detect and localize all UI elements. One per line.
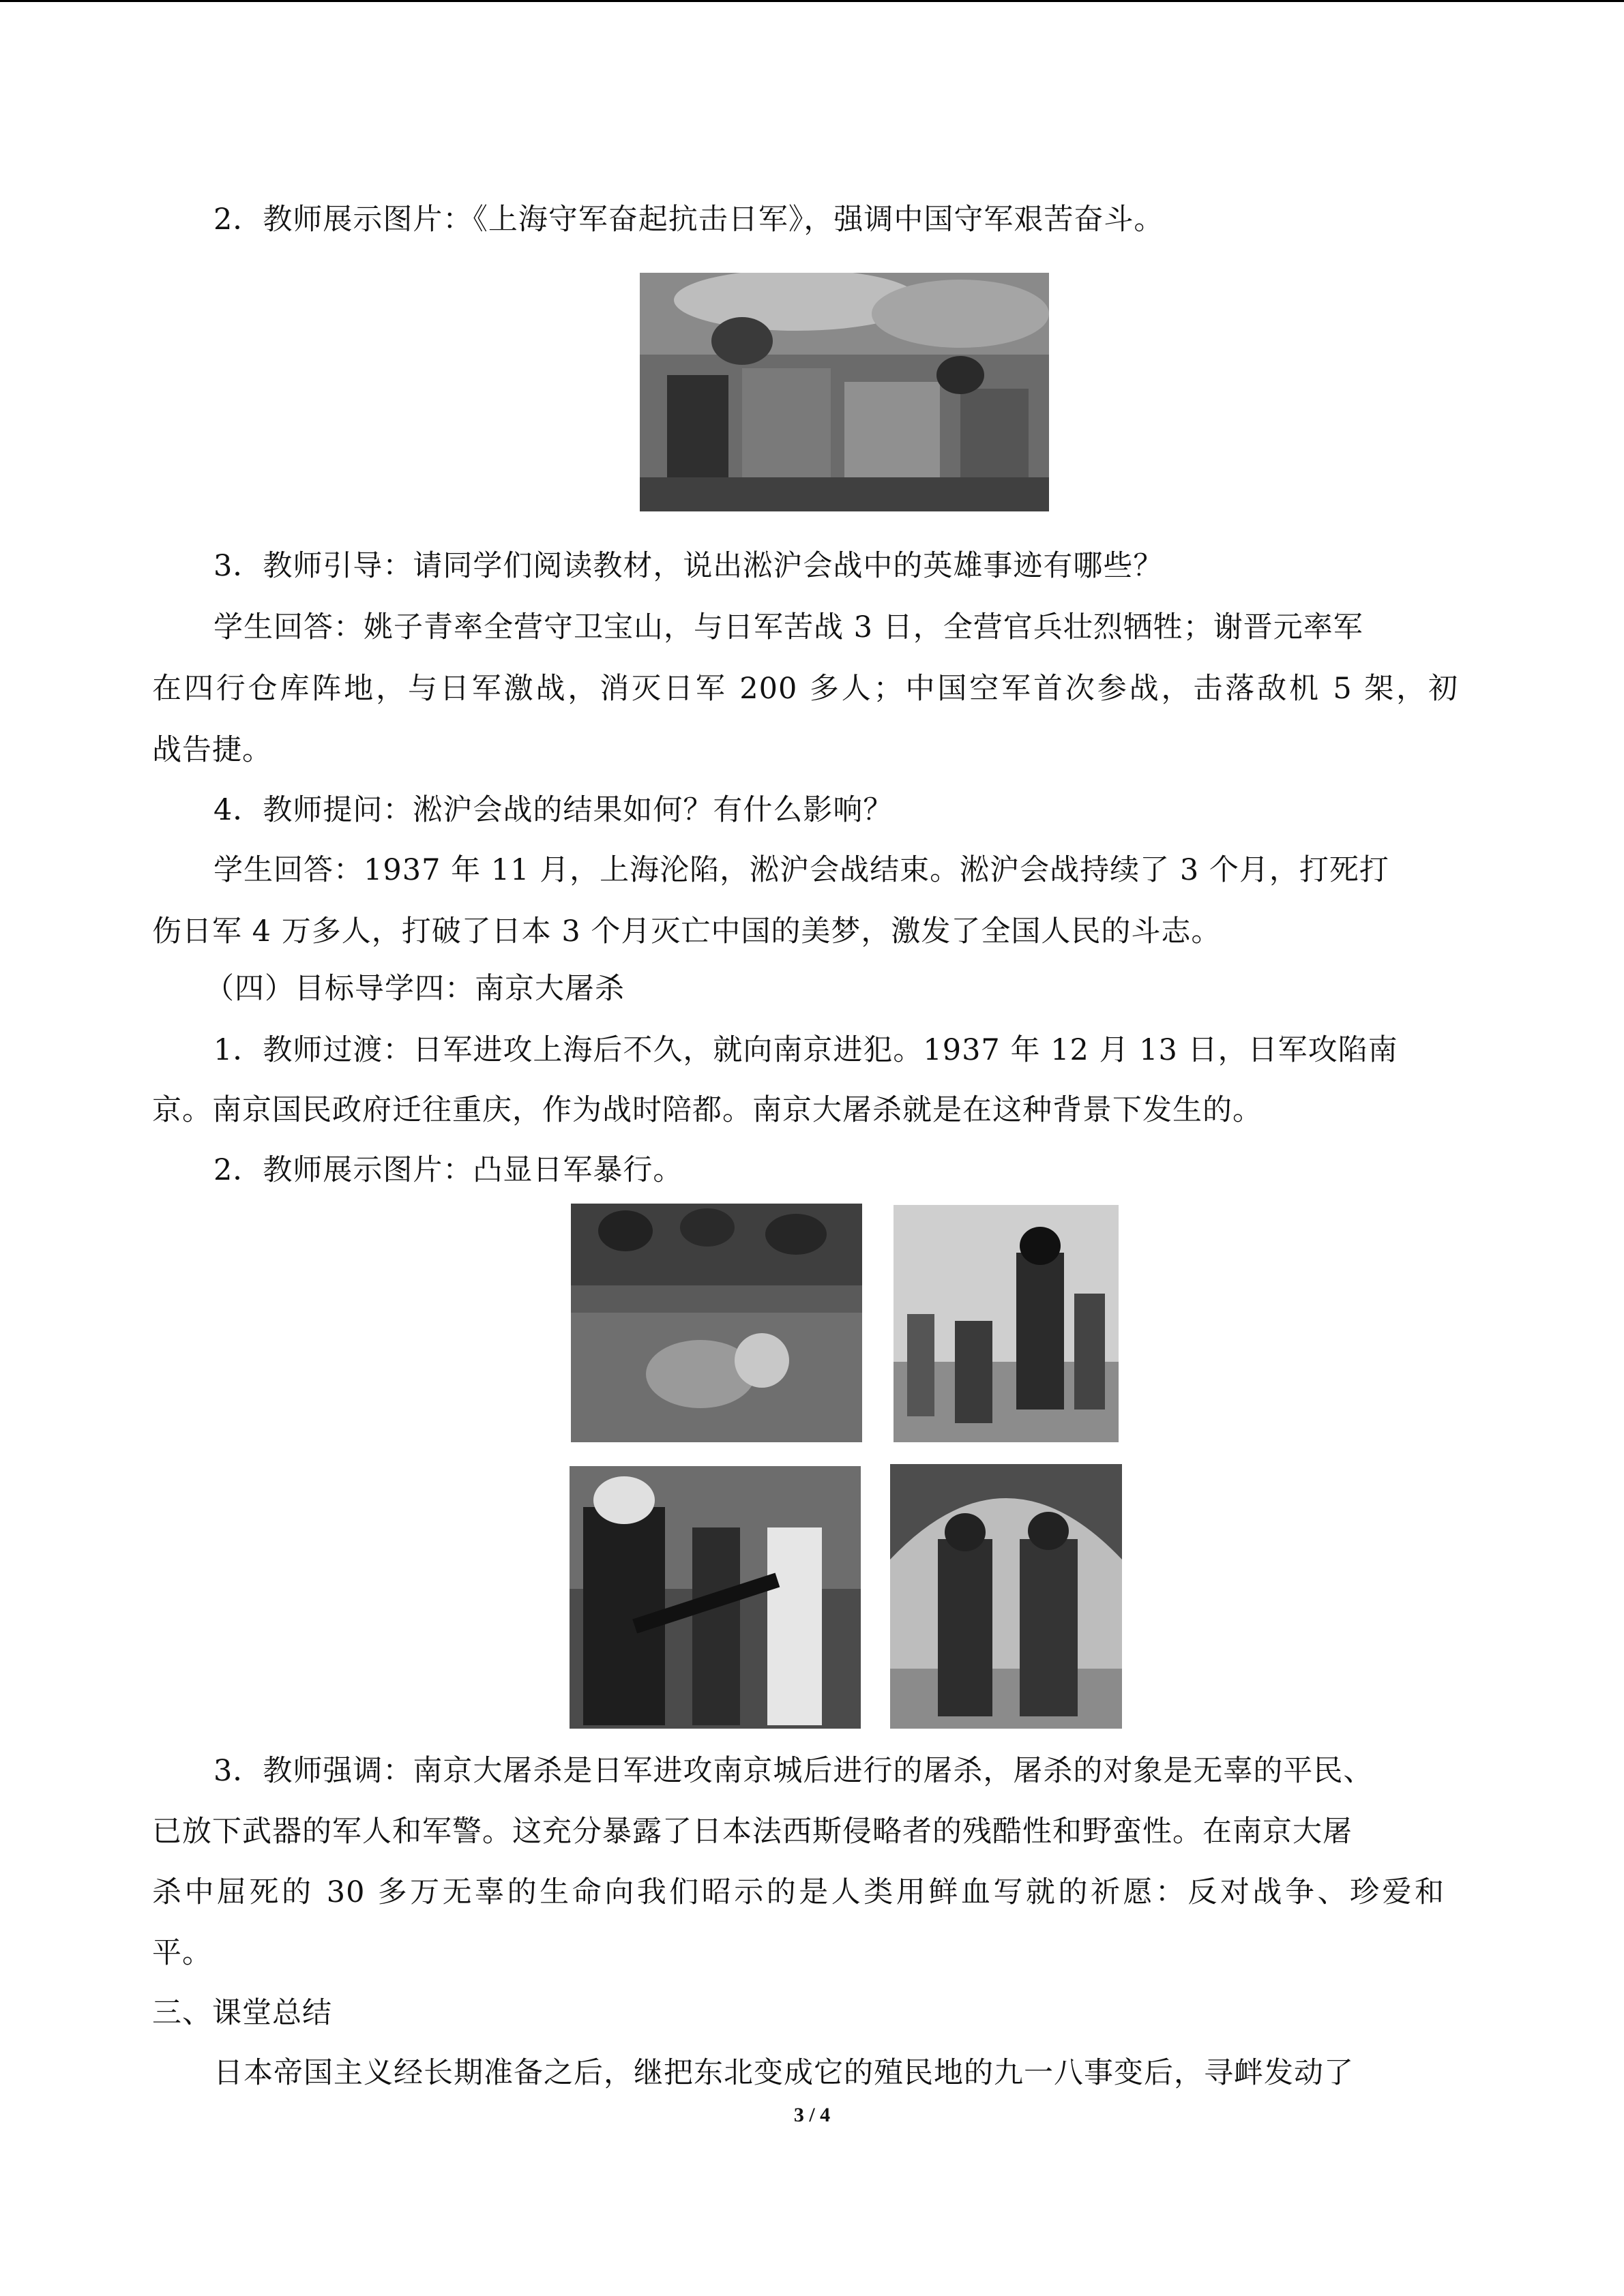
paragraph-line: 在四行仓库阵地，与日军激战，消灭日军 200 多人；中国空军首次参战，击落敌机 5 架，初 xyxy=(152,672,1458,706)
paragraph-line: 学生回答：1937 年 11 月，上海沦陷，淞沪会战结束。淞沪会战持续了 3 个月，打死打 xyxy=(213,853,1389,887)
paragraph-line: 平。 xyxy=(152,1936,212,1970)
paragraph-line: 杀中屈死的 30 多万无辜的生命向我们昭示的是人类用鲜血写就的祈愿：反对战争、珍爱和 xyxy=(152,1875,1445,1909)
section-heading: （四）目标导学四：南京大屠杀 xyxy=(205,972,625,1006)
photo-nanjing-3 xyxy=(570,1466,861,1729)
paragraph-line: 战告捷。 xyxy=(152,733,272,767)
page-number: 3 / 4 xyxy=(793,2104,831,2126)
paragraph-line: 1．教师过渡：日军进攻上海后不久，就向南京进犯。1937 年 12 月 13 日，日军攻陷南 xyxy=(213,1033,1398,1067)
paragraph-line: 3．教师引导：请同学们阅读教材，说出淞沪会战中的英雄事迹有哪些？ xyxy=(213,549,1164,583)
paragraph-line: 3．教师强调：南京大屠杀是日军进攻南京城后进行的屠杀，屠杀的对象是无辜的平民、 xyxy=(213,1754,1374,1788)
photo-nanjing-1 xyxy=(571,1204,862,1442)
paragraph-line: 2．教师展示图片：《上海守军奋起抗击日军》，强调中国守军艰苦奋斗。 xyxy=(213,203,1164,237)
paragraph-line: 学生回答：姚子青率全营守卫宝山，与日军苦战 3 日，全营官兵壮烈牺牲；谢晋元率军 xyxy=(213,610,1363,644)
paragraph-line: 伤日军 4 万多人，打破了日本 3 个月灭亡中国的美梦，激发了全国人民的斗志。 xyxy=(152,914,1222,949)
photo-nanjing-2 xyxy=(894,1205,1119,1442)
paragraph-line: 2．教师展示图片：凸显日军暴行。 xyxy=(213,1153,683,1187)
section-heading: 三、课堂总结 xyxy=(152,1996,332,2030)
photo-nanjing-4 xyxy=(890,1464,1122,1729)
paragraph-line: 日本帝国主义经长期准备之后，继把东北变成它的殖民地的九一八事变后，寻衅发动了 xyxy=(213,2056,1354,2090)
paragraph-line: 4．教师提问：淞沪会战的结果如何？有什么影响？ xyxy=(213,793,894,827)
photo-shanghai-defenders xyxy=(640,273,1049,511)
paragraph-line: 京。南京国民政府迁往重庆，作为战时陪都。南京大屠杀就是在这种背景下发生的。 xyxy=(152,1093,1263,1127)
paragraph-line: 已放下武器的军人和军警。这充分暴露了日本法西斯侵略者的残酷性和野蛮性。在南京大屠 xyxy=(152,1815,1353,1849)
top-border xyxy=(0,0,1624,2)
